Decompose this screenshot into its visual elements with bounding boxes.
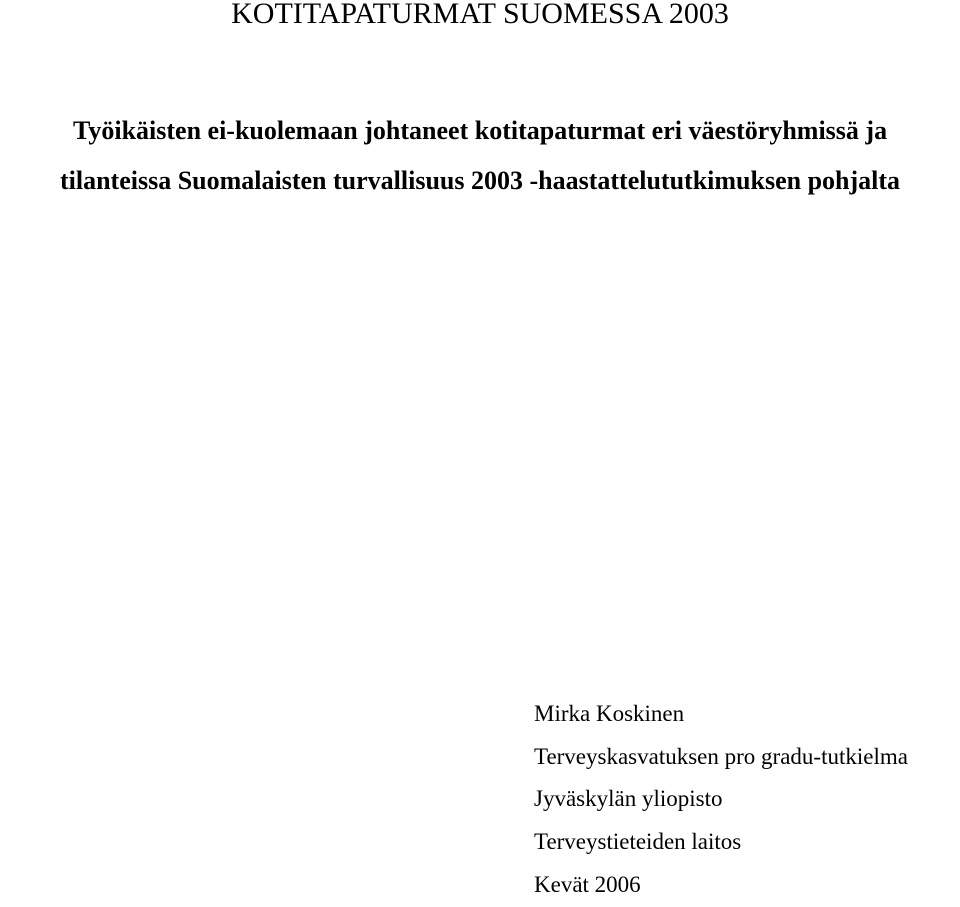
author-info-block [534, 693, 908, 907]
document-title: KOTITAPATURMAT SUOMESSA 2003 [231, 0, 729, 30]
subtitle-line: tilanteissa Suomalaisten turvallisuus 2003 -haastattelututkimuksen pohjalta [59, 166, 901, 195]
date: Kevät 2006 [534, 871, 641, 897]
subtitle-line: Työikäisten ei-kuolemaan johtaneet kotitapaturmat eri väestöryhmissä ja [72, 116, 888, 145]
department: Terveystieteiden laitos [534, 829, 742, 855]
university: Jyväskylän yliopisto [534, 786, 723, 812]
thesis-type: Terveyskasvatuksen pro gradu-tutkielma [534, 743, 908, 769]
document-subtitle [0, 106, 960, 206]
author-name: Mirka Koskinen [534, 701, 685, 726]
